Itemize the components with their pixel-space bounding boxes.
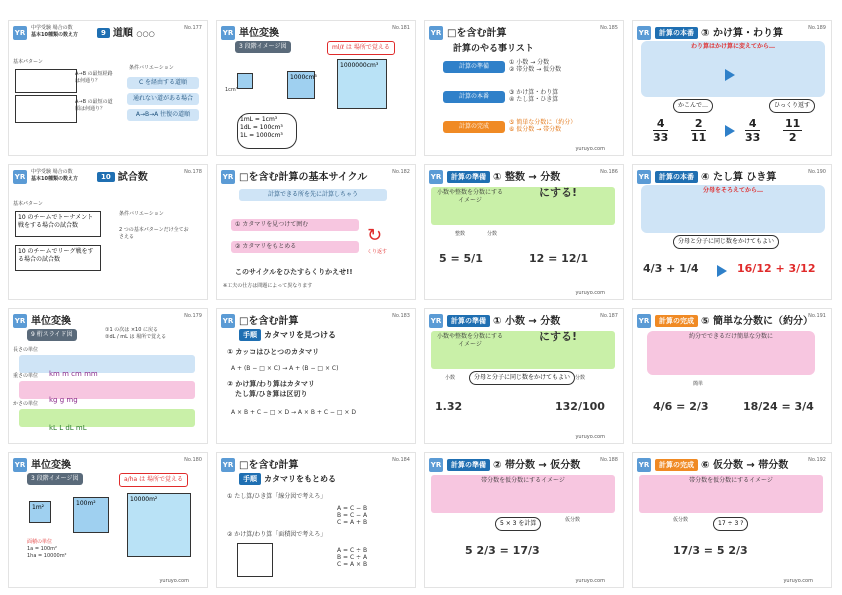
card-routes[interactable]: YR 中学受験 場合の数 基本10種類の数え方 9 道順 ○○○ No.177 基本パターン A→B の最短経路は何通り？ A→B の最短の道順は何通り？ 条件バリエーション C を経由する道順 通れない道がある場合 A→B→A 往復の道順 [8, 20, 208, 156]
card-todo[interactable]: YR □を含む計算 No.185 計算のやる事リスト 計算の準備 計算の本番 計算の完成 ① 小数 → 分数 ② 帯分数 → 仮分数 ③ かけ算・わり算 ④ たし算・ひき算 ⑤ 簡単な分数に（約分） ⑥ 仮分数 → 帯分数 yuruyo.com [424, 20, 624, 156]
card-unit-volume[interactable]: YR 単位変換 No.181 3 段階イメージ図 ml/ℓ は 場所で覚える 1000cm³ 1000000cm³ 1cm³ 1mL = 1cm³ 1dL = 100cm³ 1L = 1000cm³ [216, 20, 416, 156]
card-title: 単位変換 [239, 28, 279, 39]
card-unit-area[interactable]: YR 単位変換 No.180 3 段階イメージ図 a/ha は 場所で覚える 1m² 100m² 10000m² 面積の単位 1a = 100m² 1ha = 10000m² yuruyo.com [8, 452, 208, 588]
loop-icon: ↻ [367, 225, 383, 246]
card-add-sub[interactable]: YR 計算の本番 ④ たし算 ひき算 No.190 分母をそろえてから… 分母と分子に同じ数をかけてもよい 4/3 + 1/4 16/12 + 3/12 [632, 164, 832, 300]
length-row [19, 355, 195, 373]
logo-icon: YR [13, 314, 27, 328]
arrow-icon [717, 265, 727, 277]
volume-row [19, 409, 195, 427]
weight-row [19, 381, 195, 399]
cube-large: 1000000cm³ [337, 59, 387, 109]
card-unit-slide[interactable]: YR 単位変換 No.179 9 桁スライド図 ①1 の次は ×10 に戻る ②dL / mL は 場所で覚える 長さの単位 重さの単位 かさの単位 km m cm mm kg g mg kL L dL mL [8, 308, 208, 444]
cube-small [237, 73, 253, 89]
grid-diagram-2 [15, 95, 77, 123]
area-diagram [237, 543, 273, 577]
logo-icon: YR [637, 458, 651, 472]
logo-icon: YR [221, 314, 235, 328]
logo-icon: YR [13, 170, 27, 184]
card-find-chunk[interactable]: YR □を含む計算 No.183 手順 カタマリを見つける ① カッコはひとつのカタマリ A + (B − □ × C) → A + (B − □ × C) ② かけ算/わり算はカタマリ たし算/ひき算は区切り A × B + C − □ × D → A × B + C − □ × D [216, 308, 416, 444]
logo-icon: YR [221, 458, 235, 472]
logo-icon: YR [221, 170, 235, 184]
logo-icon: YR [13, 458, 27, 472]
card-improper-mixed[interactable]: YR 計算の完成 ⑥ 仮分数 → 帯分数 No.192 帯分数を仮分数にするイメージ 仮分数 17 ÷ 3 ? 17/3 = 5 2/3 yuruyo.com [632, 452, 832, 588]
card-reduce[interactable]: YR 計算の完成 ⑤ 簡単な分数に（約分） No.191 約分でできるだけ簡単な分数に 簡単 4/6 = 2/3 18/24 = 3/4 [632, 308, 832, 444]
arrow-icon [725, 125, 735, 137]
arrow-icon [725, 69, 735, 81]
logo-icon: YR [429, 314, 443, 328]
logo-icon: YR [13, 26, 27, 40]
logo-icon: YR [637, 170, 651, 184]
logo-icon: YR [429, 26, 443, 40]
slide-grid [8, 20, 834, 588]
card-series: 中学受験 場合の数 基本10種類の数え方 [31, 25, 78, 38]
grid-diagram [15, 69, 77, 93]
card-number: No.177 [184, 25, 202, 31]
memo-bubble: 1mL = 1cm³ 1dL = 100cm³ 1L = 1000cm³ [237, 113, 297, 149]
card-cycle[interactable]: YR □を含む計算の基本サイクル No.182 計算できる所を先に計算しちゃう ① カタマリを見つけて囲む ② カタマリをもとめる ↻ くり返す このサイクルをひたすらくりかえせ!! ※工夫の仕方は問題によって異なります [216, 164, 416, 300]
card-matches[interactable]: YR 中学受験 場合の数 基本10種類の数え方 10 試合数 No.178 基本パターン 10 のチームでトーナメント戦をする場合の試合数 10 のチームでリーグ戦をする場合の試合数 条件バリエーション 2 つの基本パターンだけ全ておさえる [8, 164, 208, 300]
logo-icon: YR [637, 26, 651, 40]
logo-icon: YR [429, 170, 443, 184]
card-mixed-improper[interactable]: YR 計算の準備 ② 帯分数 → 仮分数 No.188 帯分数を仮分数にするイメージ 5 × 3 を計算 仮分数 5 2/3 = 17/3 yuruyo.com [424, 452, 624, 588]
logo-icon: YR [637, 314, 651, 328]
card-dec-frac[interactable]: YR 計算の準備 ① 小数 → 分数 No.187 小数や整数を分数にするイメージ にする! 小数 分母と分子に同じ数をかけてもよい 分数 1.32 132/100 yuruyo.com [424, 308, 624, 444]
card-int-frac[interactable]: YR 計算の準備 ① 整数 → 分数 No.186 小数や整数を分数にするイメージ にする! 整数 分数 5 = 5/1 12 = 12/1 yuruyo.com [424, 164, 624, 300]
card-title: 9 道順 ○○○ [97, 24, 155, 39]
logo-icon: YR [221, 26, 235, 40]
cube-medium: 1000cm³ [287, 71, 315, 99]
card-mul-div[interactable]: YR 計算の本番 ③ かけ算・わり算 No.189 わり算はかけ算に変えてから… かこんで… ひっくり返す $\frac{4}{33}$ $\frac{2}{11}$ $\frac{4}{33}$ $\frac{11}{2}$ [632, 20, 832, 156]
card-solve-chunk[interactable]: YR □を含む計算 No.184 手順 カタマリをもとめる ① たし算/ひき算「線分図で考えろ」 A = C − B B = C − A C = A + B ② かけ算/わり算「面積図で考えろ」 A = C ÷ B B = C ÷ A C = A × B [216, 452, 416, 588]
logo-icon: YR [429, 458, 443, 472]
